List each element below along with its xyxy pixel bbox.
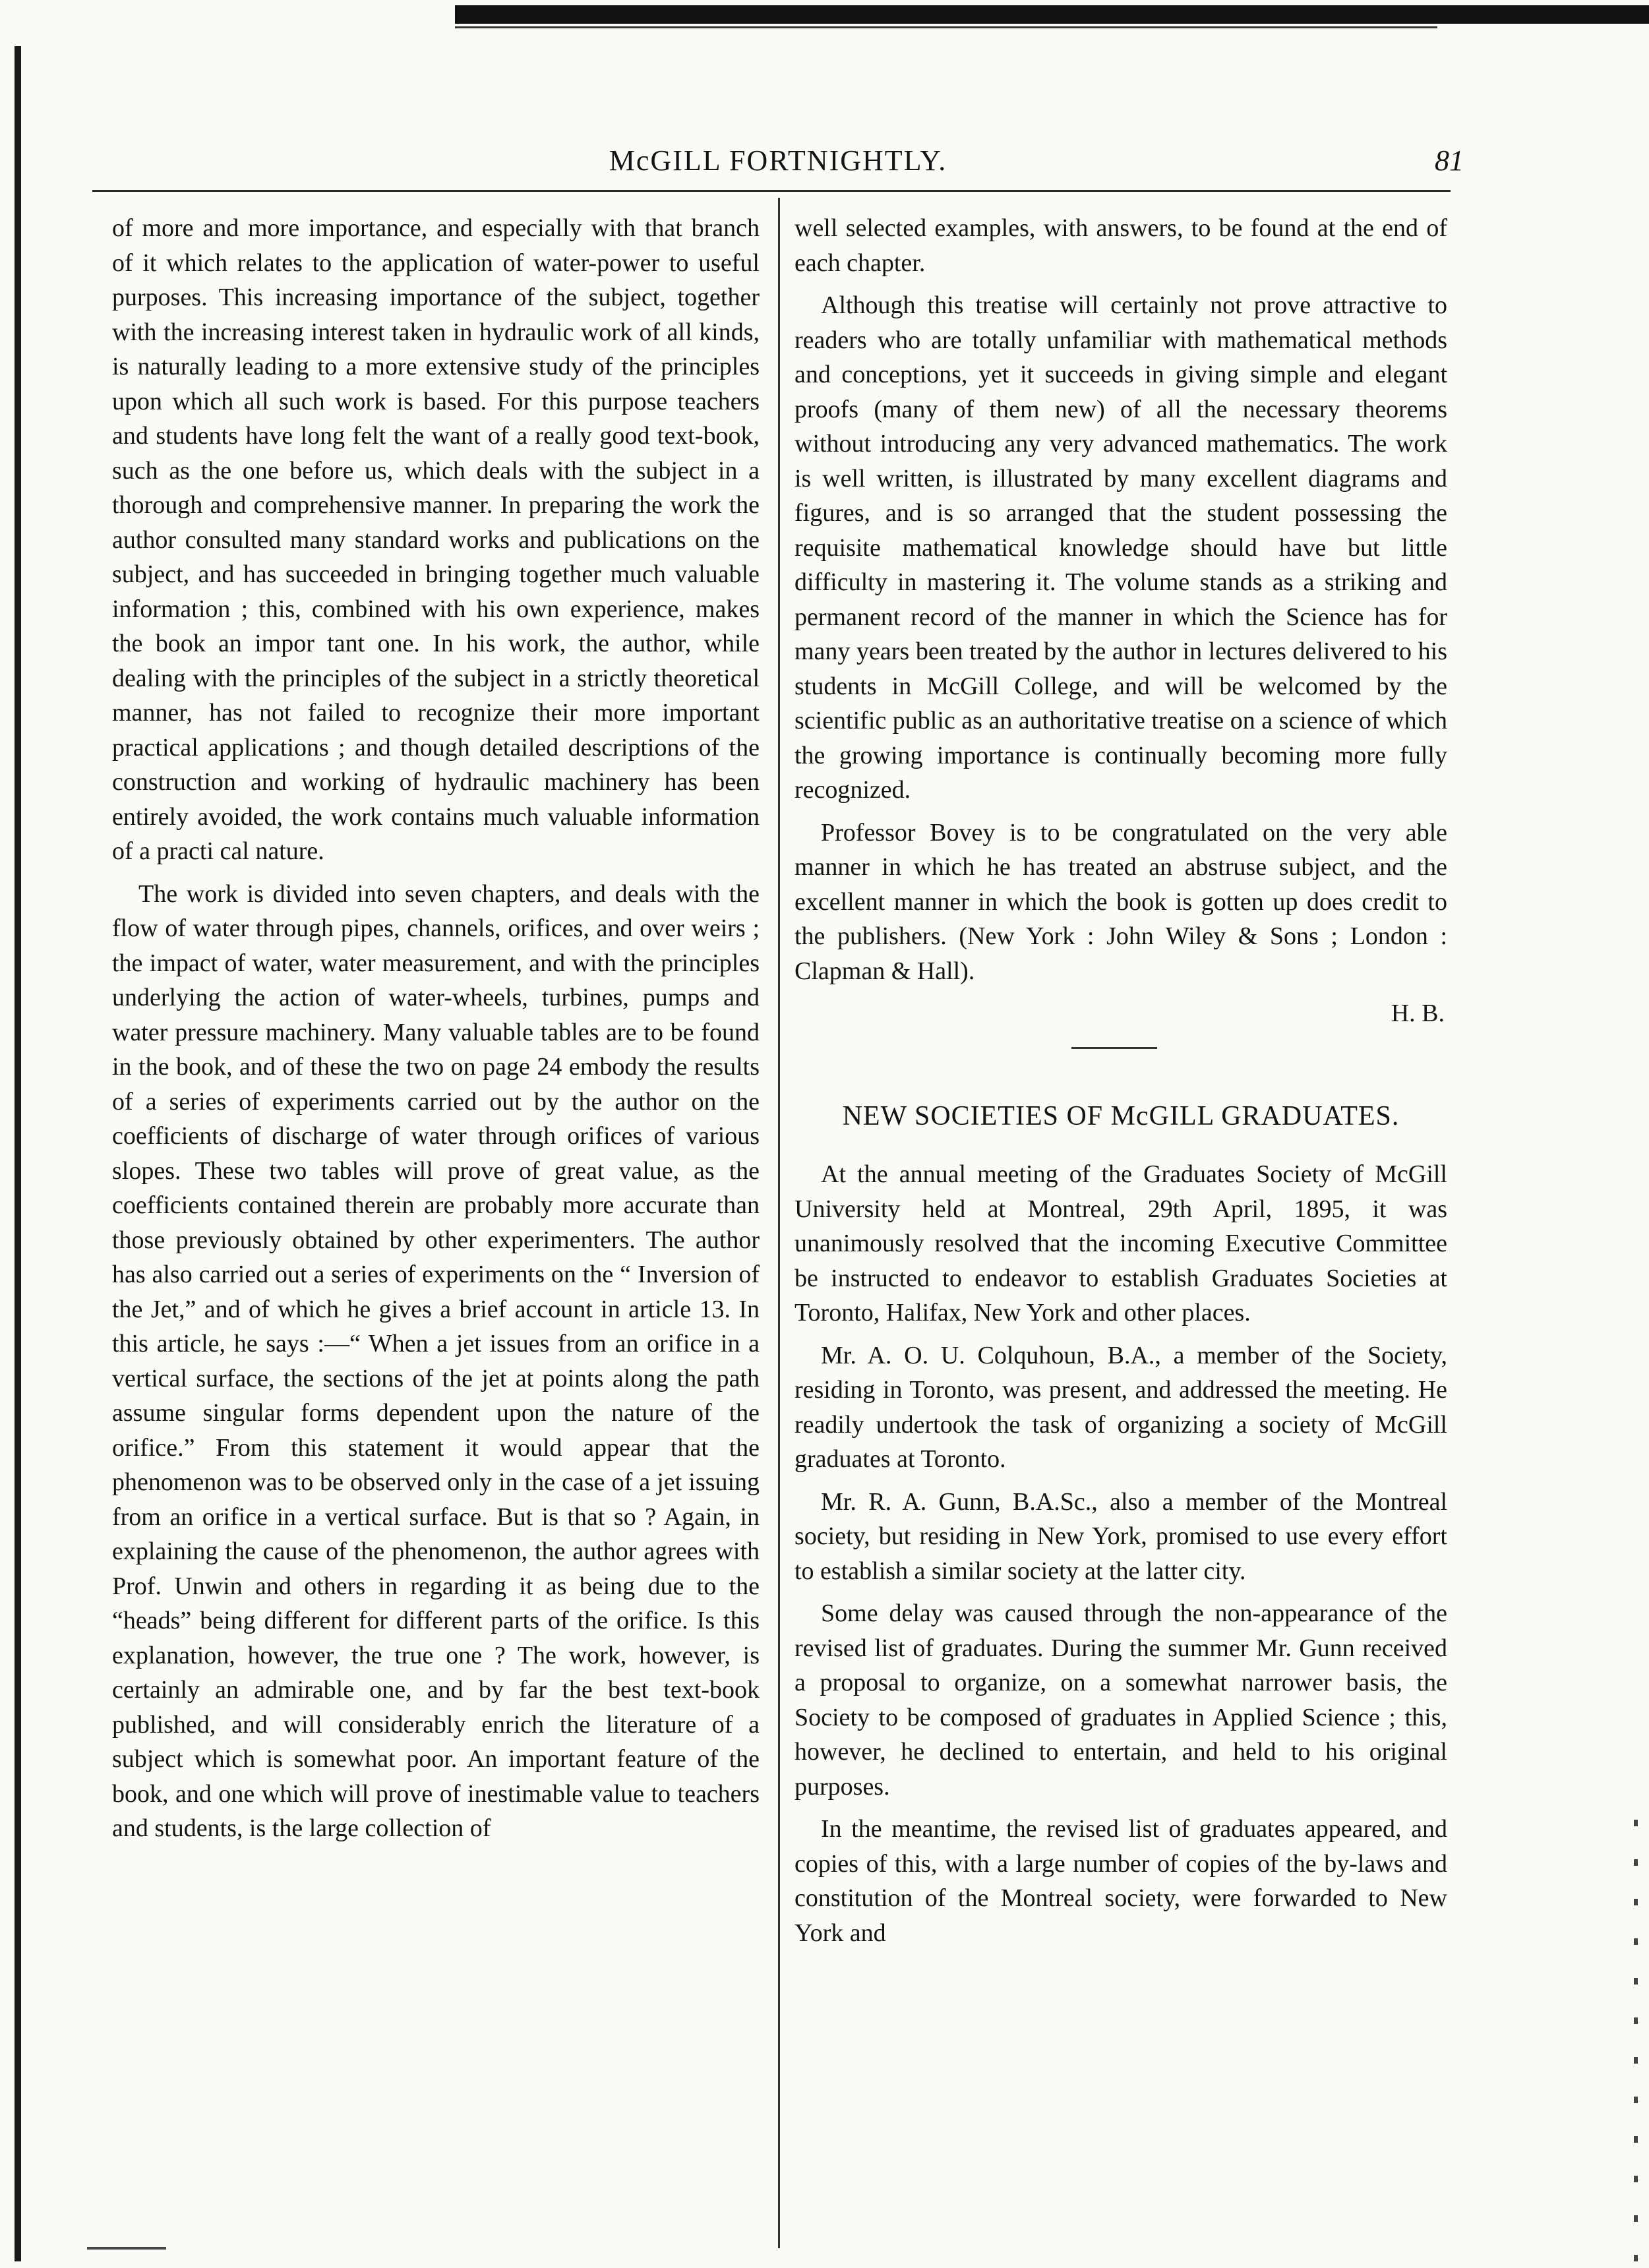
right-column bbox=[795, 211, 1447, 1958]
header-rule bbox=[92, 190, 1451, 192]
right-edge-marks bbox=[1634, 1820, 1638, 2268]
top-edge-bar bbox=[455, 5, 1649, 24]
section-rule bbox=[1071, 1047, 1157, 1049]
page-header bbox=[92, 132, 1464, 185]
paragraph: At the annual meeting of the Graduates Society of McGill University held at Montreal, 29th April, 1895, it was unanimously resolved that the incoming Executive Committee be instructed to endeavor to establish Graduates Societies at Toronto, Halifax, New York and other places. bbox=[795, 1160, 1447, 1327]
section-heading: NEW SOCIETIES OF McGILL GRADUATES. bbox=[842, 1100, 1400, 1131]
paragraph: The work is divided into seven chapters, and deals with the flow of water through pipes, channels, orifices, and over weirs ; the impact of water, water measurement, and with the principles underlying the action of water-wheels, turbines, pumps and water pressure machinery. Many valuable tables are to be found in the book, and of these the two on page 24 embody the results of a series of experiments carried out by the author on the coefficients of discharge of water through orifices of various slopes. These two tables will prove of great value, as the coefficients contained therein are probably more accurate than those previously obtained by other experimenters. The author has also carried out a series of experiments on the “ Inversion of the Jet,” and of which he gives a brief account in article 13. In this article, he says :—“ When a jet issues from an orifice in a vertical surface, the sections of the jet at points along the path assume singular forms dependent upon the nature of the orifice.” From this statement it would appear that the phenomenon was to be observed only in the case of a jet issuing from an orifice in a vertical surface. But is that so ? Again, in explaining the cause of the phenomenon, the author agrees with Prof. Unwin and others in regarding it as being due to the “heads” being different for different parts of the orifice. Is this explanation, however, the true one ? The work, however, is certainly an admirable one, and by far the best text-book published, and will considerably enrich the literature of a subject which is somewhat poor. An important feature of the book, and one which will prove of inestimable value to teachers and students, is the large collection of bbox=[112, 880, 760, 1842]
paragraph: Mr. R. A. Gunn, B.A.Sc., also a member of the Montreal society, but residing in New York, promised to use every effort to establish a similar society at the latter city. bbox=[795, 1487, 1447, 1585]
running-title: McGILL FORTNIGHTLY. bbox=[609, 144, 947, 177]
paragraph: of more and more importance, and especially with that branch of it which relates to the application of water-power to useful purposes. This increasing importance of the subject, together with the increasing interest taken in hydraulic work of all kinds, is naturally leading to a more extensive study of the principles upon which all such work is based. For this purpose teachers and students have long felt the want of a really good text-book, such as the one before us, which deals with the subject in a thorough and comprehensive manner. In preparing the work the author consulted many standard works and publications on the subject, and has succeeded in bringing together much valuable information ; this, combined with his own experience, makes the book an impor tant one. In his work, the author, while dealing with the principles of the subject in a strictly theoretical manner, has not failed to recognize their more important practical applications ; and though detailed descriptions of the construction and working of hydraulic machinery has been entirely avoided, the work contains much valuable information of a practi cal nature. bbox=[112, 214, 760, 865]
paragraph: Although this treatise will certainly not prove attractive to readers who are totally unfamiliar with mathematical methods and conceptions, yet it succeeds in giving simple and elegant proofs (many of them new) of all the necessary theorems without introducing any very advanced mathematics. The work is well written, is illustrated by many excellent diagrams and figures, and is so arranged that the student possessing the requisite mathematical knowledge should have but little difficulty in mastering it. The volume stands as a striking and permanent record of the manner in which the Science has for many years been treated by the author in lectures delivered to his students in McGill College, and will be welcomed by the scientific public as an authoritative treatise on a science of which the growing importance is continually becoming more fully recognized. bbox=[795, 291, 1447, 804]
top-edge-line bbox=[455, 26, 1437, 28]
page-number: 81 bbox=[1435, 144, 1464, 177]
binding-edge-foot bbox=[87, 2247, 166, 2250]
paragraph: Professor Bovey is to be congratulated on the very able manner in which he has treated an abstruse subject, and the excellent manner in which the book is gotten up does credit to the publishers. (New York : John Wiley & Sons ; London : Clapman & Hall). bbox=[795, 818, 1447, 985]
paragraph: Mr. A. O. U. Colquhoun, B.A., a member of the Society, residing in Toronto, was present, and addressed the meeting. He readily undertook the task of organizing a society of McGill graduates at Toronto. bbox=[795, 1341, 1447, 1473]
paragraph: Some delay was caused through the non-appearance of the revised list of graduates. During the summer Mr. Gunn received a proposal to organize, on a somewhat narrower basis, the Society to be composed of graduates in Applied Science ; this, however, he declined to entertain, and held to his original purposes. bbox=[795, 1599, 1447, 1801]
left-column bbox=[112, 211, 760, 1854]
column-divider bbox=[778, 198, 780, 2248]
binding-edge bbox=[15, 46, 21, 2261]
paragraph: well selected examples, with answers, to be found at the end of each chapter. bbox=[795, 214, 1447, 277]
paragraph: In the meantime, the revised list of graduates appeared, and copies of this, with a large number of copies of the by-laws and constitution of the Montreal society, were forwarded to New York and bbox=[795, 1815, 1447, 1947]
review-signature: H. B. bbox=[1391, 1000, 1445, 1027]
